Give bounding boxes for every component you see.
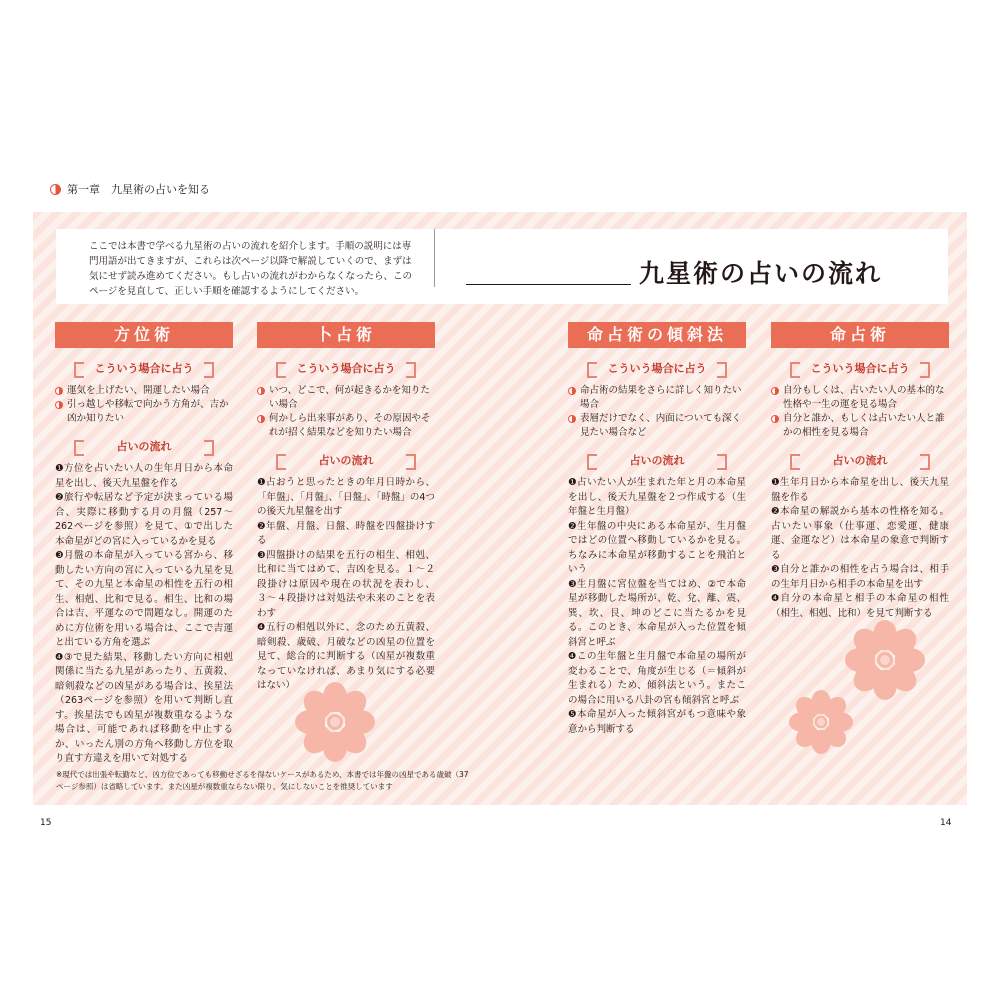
flow-step: ❸四盤掛けの結果を五行の相生、相剋、比和に当てはめて、吉凶を見る。１〜２段掛けは原因や現在の状況を表わし、３〜４段掛けは対処法や未来のことを表わす bbox=[257, 549, 435, 619]
case-item: 表層だけでなく、内面についても深く見たい場合など bbox=[580, 412, 746, 440]
intro-text: ここでは本書で学べる九星術の占いの流れを紹介します。手順の説明には専門用語が出てきますが、これらは次ページ以降で解説していくので、まずは気にせず読み進めてください。もし占いの流れがわからなくなったら、このページを見直して、正しい手順を確認するようにしてください。 bbox=[89, 241, 413, 297]
flow-step: ❸自分と誰かの相性を占う場合は、相手の生年月日から相手の本命星を出す bbox=[771, 564, 949, 590]
flow-heading: 占いの流れ bbox=[587, 452, 727, 468]
chapter-bullet-icon bbox=[50, 184, 61, 195]
case-heading: こういう場合に占う bbox=[74, 360, 214, 376]
page-number-left: 15 bbox=[40, 818, 52, 828]
flow-step: ❶生年月日から本命星を出し、後天九星盤を作る bbox=[771, 477, 949, 503]
case-heading: こういう場合に占う bbox=[276, 360, 416, 376]
flow-heading: 占いの流れ bbox=[790, 452, 930, 468]
intro-divider bbox=[434, 229, 435, 287]
chapter-title: 第一章 九星術の占いを知る bbox=[67, 183, 210, 196]
flow-step: ❷本命星の解説から基本の性格を知る。占いたい事象（仕事運、恋愛運、健康運、金運など）は本命星の象意で判断する bbox=[771, 506, 949, 561]
footnote: ※現代では出張や転勤など、凶方位であっても移動せざるを得ないケースがあるため、本書では年盤の凶星である歳破（37ページ参照）は省略しています。また凶星が複数重ならない限り、気にしないことを推奨しています bbox=[56, 770, 469, 791]
flow-step: ❹③で見た結果、移動したい方向に相剋関係に当たる九星があったり、五黄殺、暗剣殺などの凶星がある場合は、挨星法（263ページを参照）を用いて判断し直す。挨星法でも凶星が複数重なるような場合は、可能であれば移動を中止するか、いったん別の方角へ移動し方位を取り直す方違えを用いて対処する bbox=[55, 651, 233, 764]
flower-decoration-icon bbox=[789, 690, 853, 754]
chapter-label bbox=[50, 181, 210, 197]
flow-heading: 占いの流れ bbox=[74, 438, 214, 454]
case-item: いつ、どこで、何が起きるかを知りたい場合 bbox=[269, 384, 435, 412]
flow-step: ❹この生年盤と生月盤で本命星の場所が変わることで、角度が生じる（＝傾斜が生まれる）ため、傾斜法という。またこの場合に用いる八卦の宮も傾斜宮と呼ぶ bbox=[568, 651, 746, 706]
case-heading: こういう場合に占う bbox=[790, 360, 930, 376]
flow-step: ❹自分の本命星と相手の本命星の相性（相生、相剋、比和）を見て判断する bbox=[771, 593, 949, 619]
flow-step: ❸生月盤に宮位盤を当てはめ、②で本命星が移動した場所が、乾、兌、離、震、巽、坎、艮、坤のどこに当たるかを見る。このとき、本命星が入った位置を傾斜宮と呼ぶ bbox=[568, 578, 746, 648]
column-header: 命占術 bbox=[771, 322, 949, 348]
column-header: 卜占術 bbox=[257, 322, 435, 348]
intro-box bbox=[56, 229, 948, 304]
column-houijutsu bbox=[55, 322, 233, 767]
flow-step: ❺本命星が入った傾斜宮がもつ意味や象意から判断する bbox=[568, 709, 746, 735]
flow-step: ❶占おうと思ったときの年月日時から、「年盤」、「月盤」、「日盤」、「時盤」の4つの後天九星盤を出す bbox=[257, 477, 435, 517]
case-item: 自分と誰か、もしくは占いたい人と誰かの相性を見る場合 bbox=[783, 412, 949, 440]
flow-step: ❷年盤、月盤、日盤、時盤を四盤掛けする bbox=[257, 520, 435, 546]
flower-decoration-icon bbox=[845, 620, 925, 700]
page-number-right: 14 bbox=[940, 818, 952, 828]
content-spread bbox=[33, 212, 967, 805]
flower-center bbox=[877, 652, 893, 668]
column-header: 方位術 bbox=[55, 322, 233, 348]
column-bokusenjutsu bbox=[257, 322, 435, 694]
flow-step: ❸月盤の本命星が入っている宮から、移動したい方向の宮に入っている九星を見て、その九星と本命星の相性を五行の相生、相剋、比和で見る。相生、比和の場合は吉、平運なので問題なし。開運のために方位術を用いる場合は、ここで吉運と出ている方角を選ぶ bbox=[55, 550, 233, 648]
page-title: 九星術の占いの流れ bbox=[639, 259, 883, 288]
flower-center bbox=[327, 714, 343, 730]
flow-step: ❷生年盤の中央にある本命星が、生月盤ではどの位置へ移動しているかを見る。ちなみに本命星が移動することを飛泊という bbox=[568, 520, 746, 575]
flow-heading: 占いの流れ bbox=[276, 452, 416, 468]
column-meisenjutsu bbox=[771, 322, 949, 621]
column-header: 命占術の傾斜法 bbox=[568, 322, 746, 348]
column-keishahou bbox=[568, 322, 746, 737]
flow-step: ❷旅行や転居など予定が決まっている場合、実際に移動する月の月盤（257〜262ページを参照）を見て、①で出した本命星がどの宮に入っているかを見る bbox=[55, 492, 233, 547]
flower-decoration-icon bbox=[295, 682, 375, 762]
flow-step: ❹五行の相剋以外に、念のため五黄殺、暗剣殺、歳破、月破などの凶星の位置を見て、総合的に判断する（凶星が複数重なっていなければ、あまり気にする必要はない） bbox=[257, 622, 435, 691]
flow-step: ❶方位を占いたい人の生年月日から本命星を出し、後天九星盤を作る bbox=[55, 463, 233, 489]
case-item: 命占術の結果をさらに詳しく知りたい場合 bbox=[580, 384, 746, 412]
title-rule bbox=[466, 284, 631, 285]
case-item: 何かしら出来事があり、その原因やそれが招く結果などを知りたい場合 bbox=[269, 412, 435, 440]
case-item: 引っ越しや移転で向かう方角が、吉か凶か知りたい bbox=[67, 398, 233, 426]
case-item: 自分もしくは、占いたい人の基本的な性格や一生の運を見る場合 bbox=[783, 384, 949, 412]
flower-center bbox=[815, 716, 828, 729]
flow-step: ❶占いたい人が生まれた年と月の本命星を出し、後天九星盤を２つ作成する（生年盤と生月盤） bbox=[568, 477, 746, 517]
case-heading: こういう場合に占う bbox=[587, 360, 727, 376]
case-item: 運気を上げたい、開運したい場合 bbox=[67, 384, 233, 398]
